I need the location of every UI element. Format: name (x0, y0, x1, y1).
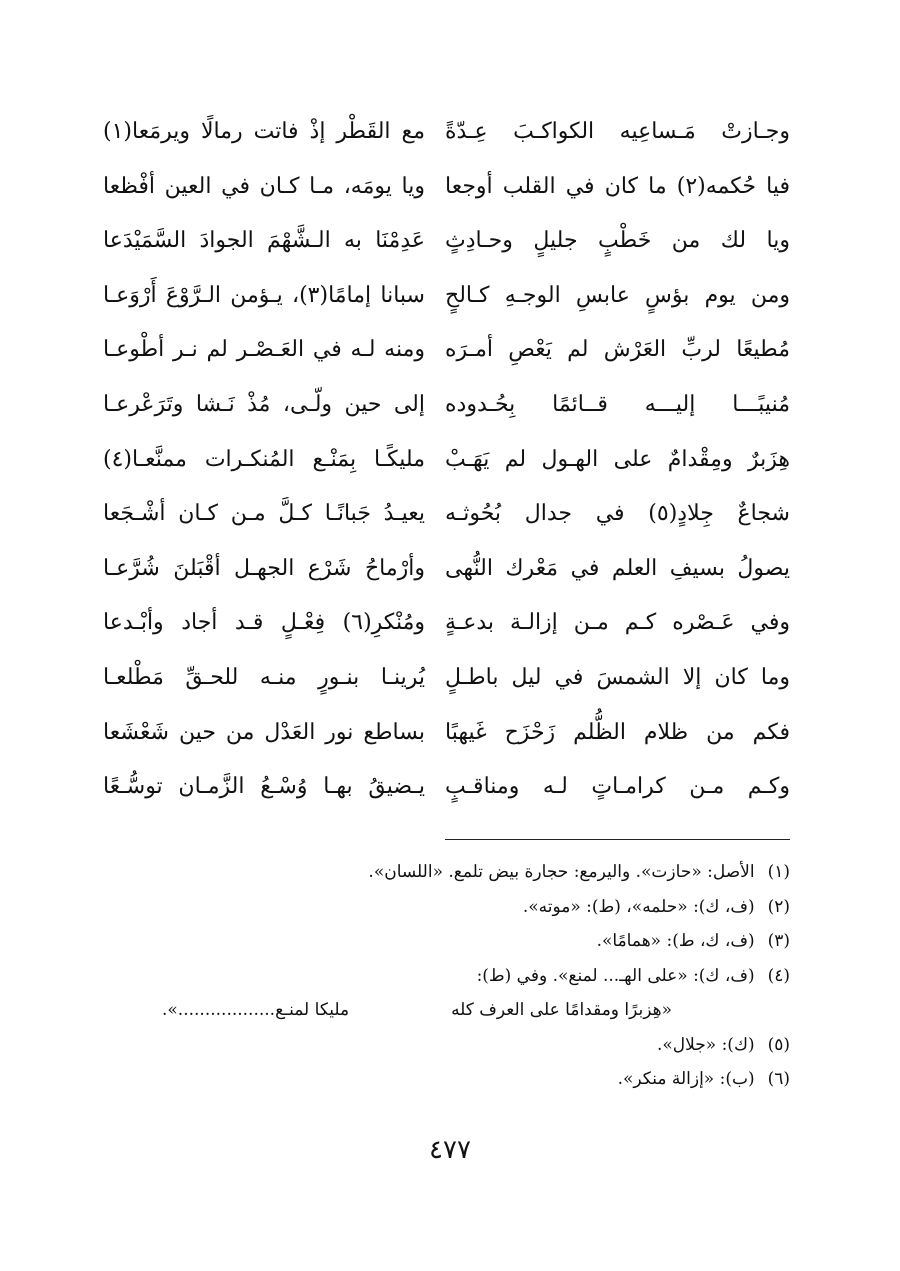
verse-first-hemistich: وجـازتْ مَـساعِيه الكواكـبَ عِـدّةً (445, 119, 790, 144)
footnote-text: (ف، ك): «حلمه»، (ط): «موته». (522, 896, 755, 917)
verse-second-hemistich: مع القَطْر إذْ فاتت رمالًا ويرمَعا(١) (103, 119, 425, 144)
verse-line (0, 767, 900, 822)
verse-first-hemistich: وكـم مـن كرامـاتٍ لـه ومناقـبٍ (445, 774, 790, 800)
verse-line (0, 167, 900, 222)
footnote (90, 890, 790, 925)
footnote-quoted-verse (162, 993, 790, 1028)
verse-line (0, 385, 900, 440)
verse-first-hemistich: مُنيبًـــا إليـــه قــائمًا بِحُـدوده (445, 391, 790, 417)
verse-first-hemistich: شجاعٌ جِلادٍ(٥) في جدال بُحُوثـه (445, 501, 790, 527)
verse-first-hemistich: فكم من ظلام الظُّلم زَحْزَح غَيهبًا (445, 719, 790, 745)
verse-line (0, 494, 900, 549)
verse-line (0, 658, 900, 713)
verse-first-hemistich: وفي عَـصْره كـم مـن إزالـة بدعـةٍ (445, 610, 790, 636)
footnote-number: (٣) (767, 931, 790, 951)
verse-line (0, 549, 900, 604)
footnote-text: (ب): «إزالة منكر». (617, 1069, 755, 1089)
verse-second-hemistich: يـضيقُ بهـا وُسْـعُ الزَّمـان توسُّـعًا (103, 774, 425, 800)
verse-first-hemistich: يصولُ بسيفِ العلم في مَعْرك النُّهى (445, 555, 790, 581)
verse-second-hemistich: بساطع نور العَدْل من حين شَعْشَعا (103, 719, 425, 745)
footnote-text: (ف، ك، ط): «همامًا». (596, 931, 755, 951)
verse-first-hemistich: ويا لك من خَطْبٍ جليلٍ وحـادِثٍ (445, 228, 790, 254)
verse-second-hemistich: مليكًـا بِمَنْـع المُنكـرات ممنَّعـا(٤) (103, 446, 425, 472)
footnote (90, 1062, 790, 1097)
verse-second-hemistich: سبانا إمامًا(٣)، يـؤمن الـرَّوْعَ أَرْوَعـا (103, 282, 425, 308)
verse-first-hemistich: فيا حُكمه(٢) ما كان في القلب أوجعا (445, 173, 790, 199)
quoted-verse-second-half: مليكا لمنـع..................». (162, 1000, 350, 1020)
verse-first-hemistich: ومن يوم بؤسٍ عابسِ الوجـهِ كـالحٍ (445, 282, 790, 308)
verse-second-hemistich: ومنه لـه في العَـصْـر لم نـر أطْوعـا (103, 337, 425, 363)
verse-line (0, 440, 900, 495)
verse-line (0, 276, 900, 331)
verse-second-hemistich: يعيـدُ جَبانًـا كـلَّ مـن كـان أشْـجَعا (103, 501, 425, 527)
footnote-text: (ف، ك): «على الهـ... لمنع». وفي (ط): (476, 965, 755, 986)
footnote-separator (445, 839, 790, 840)
footnote (90, 1028, 790, 1063)
verse-second-hemistich: عَدِمْنَا به الـشَّهْمَ الجوادَ السَّمَيْدَعا (103, 228, 425, 254)
verse-second-hemistich: وأرْماحُ شَرْع الجهـل أقْبَلنَ شُرَّعـا (103, 555, 425, 581)
verse-line (0, 603, 900, 658)
verse-second-hemistich: يُرينـا بنـورٍ منـه للحـقِّ مَطْلعـا (103, 664, 425, 690)
verse-line (0, 713, 900, 768)
verse-first-hemistich: مُطيعًا لربِّ العَرْش لم يَعْصِ أمـرَه (445, 337, 790, 363)
footnotes (90, 855, 790, 1097)
quoted-verse-first-half: «هِزبرًا ومقدامًا على العرف كله (451, 1000, 672, 1020)
verse-first-hemistich: هِزَبرٌ ومِقْدامٌ على الهـول لم يَهَـبْ (445, 446, 790, 472)
verse-second-hemistich: إلى حين ولّـى، مُذْ نَـشا وتَرَعْرعـا (103, 391, 425, 417)
footnote-text: الأصل: «حازت». واليرمع: حجارة بيض تلمع. «اللسان». (368, 862, 755, 882)
footnote (90, 959, 790, 994)
footnote-number: (٦) (767, 1069, 790, 1089)
verse-second-hemistich: ومُنْكرِ(٦) فِعْـلٍ قـد أجاد وأبْـدعا (103, 610, 425, 636)
verse-line (0, 112, 900, 167)
poem (0, 112, 900, 822)
footnote-text: (ك): «جلال». (656, 1034, 755, 1055)
footnote (90, 924, 790, 959)
page-number: ٤٧٧ (429, 1135, 471, 1165)
verse-second-hemistich: ويا يومَه، مـا كـان في العين أفْظعا (103, 173, 425, 199)
footnote (90, 855, 790, 890)
footnote-number: (١) (767, 862, 790, 882)
verse-first-hemistich: وما كان إلا الشمسَ في ليل باطـلٍ (445, 664, 790, 690)
footnote-number: (٤) (767, 965, 790, 986)
verse-line (0, 330, 900, 385)
verse-line (0, 221, 900, 276)
footnote-number: (٢) (767, 896, 790, 917)
footnote-number: (٥) (767, 1034, 790, 1055)
